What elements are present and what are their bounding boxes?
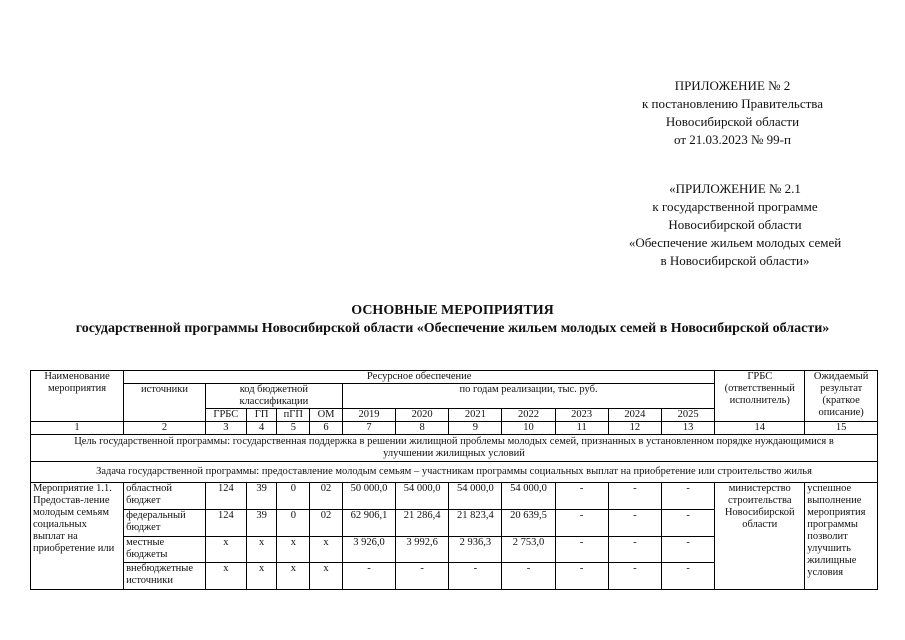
value-cell: - xyxy=(608,536,661,563)
header-year: 2023 xyxy=(555,409,608,422)
column-number: 9 xyxy=(449,422,502,435)
appendix-line: «ПРИЛОЖЕНИЕ № 2.1 xyxy=(669,181,801,196)
header-sources: источники xyxy=(124,384,206,422)
value-cell: - xyxy=(608,563,661,590)
value-cell: - xyxy=(608,483,661,510)
header-grbs: ГРБС xyxy=(205,409,246,422)
value-cell: - xyxy=(661,536,714,563)
program-goal: Цель государственной программы: государственная поддержка в решении жилищной проблемы молодых семей, признанных в установленном порядке нуждающимися в улучшении жилищных условий xyxy=(31,435,878,462)
column-number: 2 xyxy=(124,422,206,435)
header-resources: Ресурсное обеспечение xyxy=(124,371,715,384)
value-cell: 3 992,6 xyxy=(396,536,449,563)
column-number: 10 xyxy=(502,422,555,435)
value-cell: 62 906,1 xyxy=(342,509,395,536)
measure-name: Мероприятие 1.1. Предостав-ление молодым семьям социальных выплат на приобретение или xyxy=(31,483,124,590)
column-number: 11 xyxy=(555,422,608,435)
grbs-cell: х xyxy=(205,536,246,563)
value-cell: - xyxy=(502,563,555,590)
column-number: 15 xyxy=(805,422,878,435)
header-om: ОМ xyxy=(310,409,343,422)
om-cell: х xyxy=(310,563,343,590)
value-cell: - xyxy=(342,563,395,590)
document-subtitle: государственной программы Новосибирской области «Обеспечение жильем молодых семей в Новосибирской области» xyxy=(75,321,830,336)
header-year: 2025 xyxy=(661,409,714,422)
header-year: 2022 xyxy=(502,409,555,422)
pgp-cell: х xyxy=(277,563,310,590)
om-cell: 02 xyxy=(310,483,343,510)
program-appendix-header xyxy=(580,180,890,270)
value-cell: - xyxy=(608,509,661,536)
appendix-line: «Обеспечение жильем молодых семей xyxy=(628,235,842,250)
executor-cell: министерство строительства Новосибирской области xyxy=(715,483,805,590)
header-gp: ГП xyxy=(246,409,277,422)
task-row xyxy=(31,462,878,483)
column-number: 6 xyxy=(310,422,343,435)
gp-cell: х xyxy=(246,563,277,590)
appendix-header xyxy=(600,77,865,149)
source-cell: местные бюджеты xyxy=(124,536,206,563)
appendix-line: Новосибирской области xyxy=(668,217,802,232)
column-number: 1 xyxy=(31,422,124,435)
column-number: 5 xyxy=(277,422,310,435)
value-cell: - xyxy=(449,563,502,590)
document-title: ОСНОВНЫЕ МЕРОПРИЯТИЯ xyxy=(351,303,554,318)
header-result: Ожидаемый результат (краткое описание) xyxy=(805,371,878,422)
column-number: 4 xyxy=(246,422,277,435)
grbs-cell: 124 xyxy=(205,483,246,510)
column-number: 7 xyxy=(342,422,395,435)
value-cell: - xyxy=(396,563,449,590)
value-cell: - xyxy=(555,483,608,510)
om-cell: х xyxy=(310,536,343,563)
value-cell: - xyxy=(661,563,714,590)
value-cell: 2 753,0 xyxy=(502,536,555,563)
header-year: 2019 xyxy=(342,409,395,422)
appendix-line: в Новосибирской области» xyxy=(660,253,810,268)
appendix-line: от 21.03.2023 № 99-п xyxy=(674,132,791,147)
header-grbs-executor: ГРБС (ответственный исполнитель) xyxy=(715,371,805,422)
value-cell: 20 639,5 xyxy=(502,509,555,536)
header-year: 2020 xyxy=(396,409,449,422)
value-cell: 21 823,4 xyxy=(449,509,502,536)
grbs-cell: х xyxy=(205,563,246,590)
column-number: 14 xyxy=(715,422,805,435)
goal-row xyxy=(31,435,878,462)
column-number: 8 xyxy=(396,422,449,435)
table-row xyxy=(31,483,878,510)
value-cell: - xyxy=(661,483,714,510)
value-cell: - xyxy=(555,563,608,590)
column-number: 13 xyxy=(661,422,714,435)
pgp-cell: 0 xyxy=(277,509,310,536)
value-cell: 2 936,3 xyxy=(449,536,502,563)
gp-cell: 39 xyxy=(246,483,277,510)
appendix-line: к постановлению Правительства xyxy=(641,96,824,111)
gp-cell: 39 xyxy=(246,509,277,536)
header-by-years: по годам реализации, тыс. руб. xyxy=(342,384,714,409)
appendix-line: Новосибирской области xyxy=(665,114,800,129)
pgp-cell: 0 xyxy=(277,483,310,510)
source-cell: областной бюджет xyxy=(124,483,206,510)
grbs-cell: 124 xyxy=(205,509,246,536)
value-cell: 54 000,0 xyxy=(396,483,449,510)
header-name: Наименование мероприятия xyxy=(31,371,124,422)
value-cell: 54 000,0 xyxy=(502,483,555,510)
gp-cell: х xyxy=(246,536,277,563)
pgp-cell: х xyxy=(277,536,310,563)
source-cell: федеральный бюджет xyxy=(124,509,206,536)
value-cell: - xyxy=(555,536,608,563)
result-cell: успешное выполнение мероприятия программы позволит улучшить жилищные условия xyxy=(805,483,878,590)
appendix-line: к государственной программе xyxy=(652,199,818,214)
appendix-line: ПРИЛОЖЕНИЕ № 2 xyxy=(674,78,791,93)
header-budget-code: код бюджетной классификации xyxy=(205,384,342,409)
value-cell: - xyxy=(661,509,714,536)
header-year: 2024 xyxy=(608,409,661,422)
column-number-row xyxy=(31,422,878,435)
value-cell: 21 286,4 xyxy=(396,509,449,536)
om-cell: 02 xyxy=(310,509,343,536)
column-number: 12 xyxy=(608,422,661,435)
value-cell: 50 000,0 xyxy=(342,483,395,510)
column-number: 3 xyxy=(205,422,246,435)
value-cell: 54 000,0 xyxy=(449,483,502,510)
value-cell: - xyxy=(555,509,608,536)
program-task: Задача государственной программы: предоставление молодым семьям – участникам программы социальных выплат на приобретение или строительство жилья xyxy=(31,462,878,483)
source-cell: внебюджетные источники xyxy=(124,563,206,590)
value-cell: 3 926,0 xyxy=(342,536,395,563)
header-row xyxy=(31,371,878,384)
measures-table xyxy=(30,370,878,590)
header-pgp: пГП xyxy=(277,409,310,422)
header-year: 2021 xyxy=(449,409,502,422)
